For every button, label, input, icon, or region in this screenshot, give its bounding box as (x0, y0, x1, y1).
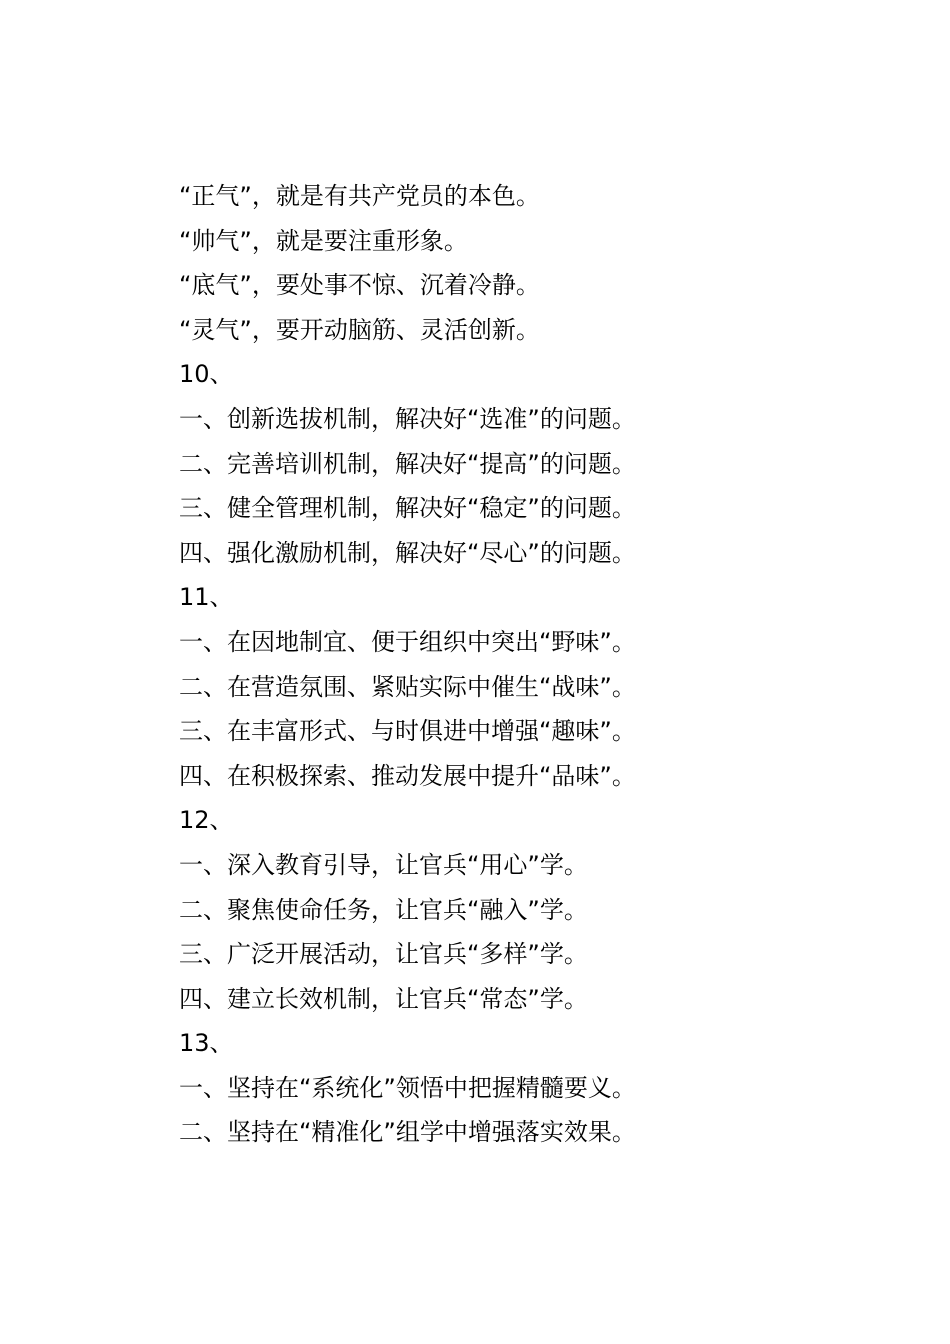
section-number: 12、 (179, 806, 234, 835)
text-line: 二、完善培训机制，解决好“提高”的问题。 (179, 449, 636, 478)
text-line: 四、在积极探索、推动发展中提升“品味”。 (179, 761, 636, 790)
text-line: 一、深入教育引导，让官兵“用心”学。 (179, 850, 588, 879)
text-line: “正气”，就是有共产党员的本色。 (179, 182, 540, 210)
text-line: 二、聚焦使命任务，让官兵“融入”学。 (179, 895, 588, 924)
text-line: 三、在丰富形式、与时俱进中增强“趣味”。 (179, 717, 636, 746)
text-line: 一、坚持在“系统化”领悟中把握精髓要义。 (179, 1073, 636, 1102)
text-line: 三、健全管理机制，解决好“稳定”的问题。 (179, 494, 636, 523)
text-line: 一、在因地制宜、便于组织中突出“野味”。 (179, 627, 636, 656)
text-line: 三、广泛开展活动，让官兵“多样”学。 (179, 940, 588, 969)
text-line: “灵气”，要开动脑筋、灵活创新。 (179, 315, 540, 344)
document-body (179, 174, 636, 1155)
text-line: “帅气”，就是要注重形象。 (179, 226, 468, 255)
text-line: 二、在营造氛围、紧贴实际中催生“战味”。 (179, 672, 636, 701)
text-line: 四、强化激励机制，解决好“尽心”的问题。 (179, 538, 636, 567)
text-line: 一、创新选拔机制，解决好“选准”的问题。 (179, 404, 636, 433)
text-line: 四、建立长效机制，让官兵“常态”学。 (179, 984, 588, 1013)
section-number: 11、 (179, 583, 234, 612)
text-line: “底气”，要处事不惊、沉着冷静。 (179, 271, 540, 300)
section-number: 10、 (179, 360, 234, 389)
section-number: 13、 (179, 1029, 234, 1058)
text-line: 二、坚持在“精准化”组学中增强落实效果。 (179, 1118, 636, 1147)
